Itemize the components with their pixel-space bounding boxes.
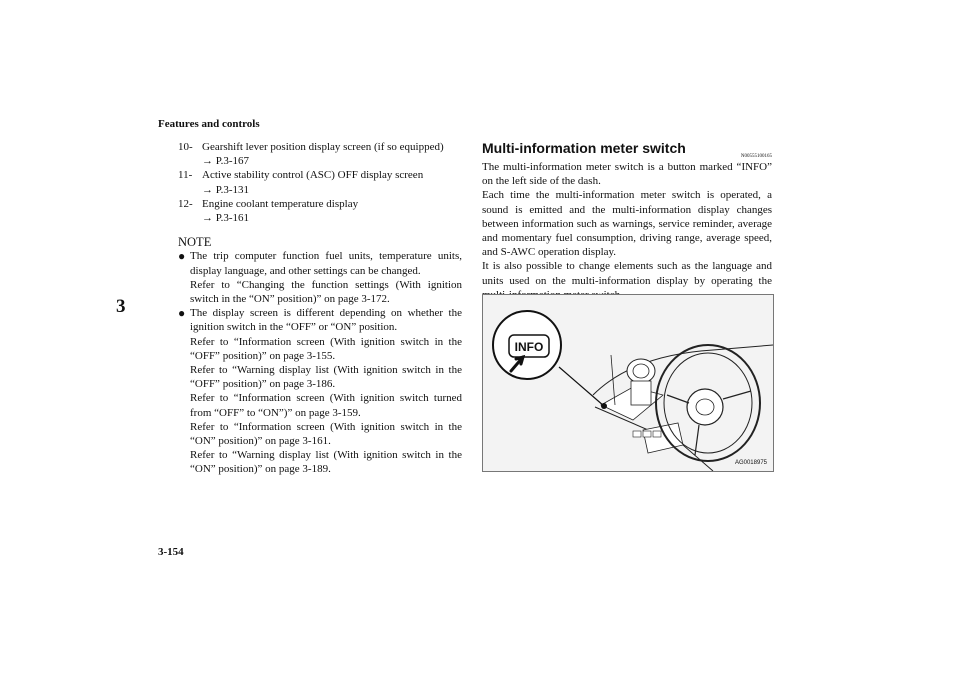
list-item-text: Active stability control (ASC) OFF display screen [202, 169, 424, 182]
page-reference: → P.3-161 [202, 212, 250, 225]
note-reference: Refer to “Information screen (With ignition switch turned from “OFF” to “ON”)” on page 3-159. [190, 392, 462, 419]
info-button-label: INFO [514, 340, 544, 354]
note-bullet [178, 249, 462, 306]
body-paragraph: Each time the multi-information meter switch is operated, a sound is emitted and the multi-information display changes between information such as warnings, service reminder, average and momentary fuel consumption, driving range, average speed, and S-AWC operation display. [482, 189, 772, 259]
figure-caption: AG0018975 [734, 460, 767, 466]
list-item-number: 11- [178, 169, 193, 182]
note-bullet [178, 306, 462, 476]
body-paragraph: It is also possible to change elements such as the language and units used on the multi-information display by operating the [482, 260, 772, 287]
note-heading: NOTE [178, 235, 212, 250]
page-reference: → P.3-167 [202, 155, 250, 168]
page-number: 3-154 [158, 546, 184, 558]
bullet-icon: ● [178, 249, 186, 264]
list-item-number: 10- [178, 141, 193, 153]
dashboard-illustration [482, 294, 774, 472]
list-item-text: Gearshift lever position display screen (if so equipped) [202, 141, 444, 153]
section-heading: Multi-information meter switch [482, 140, 686, 156]
right-column [482, 140, 772, 302]
list-item [178, 197, 462, 211]
running-header: Features and controls [158, 118, 260, 130]
dashboard-drawing [483, 295, 773, 471]
note-reference: Refer to “Warning display list (With ignition switch in the “OFF” position)” on page 3-186. [190, 364, 462, 391]
note-reference: Refer to “Information screen (With ignition switch in the “ON” position)” on page 3-161. [190, 420, 462, 448]
list-item [178, 140, 462, 154]
chapter-tab: 3 [116, 296, 126, 317]
list-item [178, 168, 462, 182]
note-reference: Refer to “Information screen (With ignition switch in the “OFF” position)” on page 3-155. [190, 335, 462, 362]
list-item-text: Engine coolant temperature display [202, 197, 359, 210]
note-reference: Refer to “Changing the function settings (With ignition switch in the “ON” position)” on page 3-172. [190, 278, 462, 306]
body-paragraph: The multi-information meter switch is a button marked “INFO” on the left side of the dash. [482, 161, 772, 188]
section-code: N00555100165 [740, 154, 772, 159]
note-text: The display screen is different depending on whether the ignition switch in the “OFF” or “ON” position. [190, 307, 462, 334]
note-text: The trip computer function fuel units, temperature units, display language, and other settings can be changed. [190, 250, 462, 277]
page-reference: → P.3-131 [202, 183, 250, 196]
list-item-number: 12- [178, 197, 193, 210]
left-column [178, 140, 462, 477]
bullet-icon: ● [178, 306, 186, 321]
note-reference: Refer to “Warning display list (With ignition switch in the “ON” position)” on page 3-189. [190, 449, 462, 476]
